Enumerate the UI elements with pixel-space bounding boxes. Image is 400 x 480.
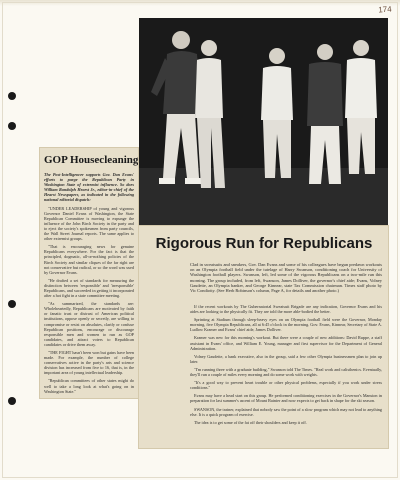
article-paragraph: Kramer was new for this morning's workout. But there were a couple of new additions: David Ruppe, a staff assistant in Evans' office, and William E. Young, manager and first supervisor for the Department of General Administration.	[190, 335, 382, 351]
article-paragraph: Sprinting at Stadium through sleep-heavy eyes on an Olympia football field were the Governor, Monday morning, five Olympia Republicans, all at 6:45 o'clock in the morning. Gov. Evans, Kinnear, Secretary of State A. Ludlow Kramer and Evans' chief aide, James Dolliver.	[190, 317, 382, 333]
binder-hole-3	[8, 300, 16, 308]
editorial-paragraph: "That is encouraging news for genuine Republicans everywhere. For the fact is that the principled, dogmatic, all-or-nothing policies of the Birch Society and similar cliques of the far right are not conservative but radical, or so the word was used by Governor Evans.	[44, 244, 134, 275]
editorial-paragraph: "He drafted a set of standards for measuring the distinction between 'responsible' and 'irresponsible' Republicans, and succeeded in getting it incorporated after a hot fight in a state committee meeting.	[44, 277, 134, 299]
runners-illustration	[139, 18, 388, 226]
binder-hole-1	[8, 92, 16, 100]
news-photo-runners	[139, 18, 388, 226]
photo-caption: Clad in sweatsuits and sneakers, Gov. Dan Evans and some of his colleagues have begun predawn workouts on an Olympia football field under the tutelage of Harry Swanson, conditioning coach for University of Washington football players. Swanson, left, led some of the vigorous Republicans on a two-mile run this morning. The group included, from left, Swanson, James Dolliver, the governor's chief aide; Evans, Volney Gaudette, an Olympia banker, and George Kinnear, state Tax Commission chairman. Times staff photo by Vic Condiotty. (See Herb Robinson's column, Page A, for details and another photo.)	[190, 262, 382, 294]
article-paragraph: The idea is to get some of the fat off their shoulders and keep it off.	[194, 419, 307, 425]
article-body	[190, 304, 382, 444]
editorial-intro: The Post-Intelligencer supports Gov. Dan Evans' efforts to purge the Republican Party in Washington State of extremist influence. So does William Randolph Hearst Jr., editor-in-chief of the Hearst Newspapers, as indicated in the following national editorial dispatch:	[44, 172, 134, 203]
binder-hole-4	[8, 397, 16, 405]
article-paragraph: SWANSON, the trainer, explained that nobody saw the point of a slow program which may not lead to anything else. It is a quick program of exercise.	[190, 406, 382, 417]
editorial-paragraph: "UNDER LEADERSHIP of young and vigorous Governor Daniel Evans of Washington, the State Republican Committee is moving to expunge the influence of the John Birch Society in the party and to eject the society's spokesmen from party councils, the Wall Street Journal reports. The same applies to other extremist groups.	[44, 205, 134, 242]
article-paragraph: "It's a good way to prevent heart trouble or other physical problems, especially if you work under stress conditions."	[190, 380, 382, 391]
editorial-body	[44, 172, 134, 394]
page-top-shadow	[0, 0, 400, 6]
article-headline: Rigorous Run for Republicans	[155, 235, 373, 252]
binder-hole-2	[8, 122, 16, 130]
editorial-paragraph: "As summarized, the standards are: Wholeheartedly, Republicans are motivated by faith or fanatic trust or distrust of American political institutions, oppose openly or secretly, are willing to compromise or resist on absolutes, clarify or confuse Republican positions, encourage or discourage responsible men and women to run as GOP candidates, and attract voters to Republican candidates or drive them away.	[44, 301, 134, 347]
editorial-heading: GOP Housecleaning	[44, 154, 138, 166]
editorial-paragraph: "Republican committees of other states might do well to take a long look at what's going on in Washington State."	[44, 378, 134, 394]
page-number: 174	[377, 4, 392, 15]
editorial-paragraph: "THE FIGHT hasn't been won but gains have been made. For example, the number of college conservatives active in the party's arts and science division has increased from five to 16, that is, in the important area of young intellectual leadership.	[44, 350, 134, 376]
article-paragraph: If the recent workouts by The Gubernatorial Sweatsuit Brigade are any indication, Governor Evans and his aides are looking to the physically fit. They are told the more able-bodied the better.	[190, 304, 382, 315]
article-paragraph: Volney Gaudette, a bank executive, also in the group, said a few other Olympia businessmen plan to join up later.	[190, 353, 382, 364]
article-paragraph: Evans may have a head start on this group. He performed conditioning exercises in the Governor's Mansion in preparation for last summer's ascent of Mount Rainier and now expects to get back in shape for the ski season.	[190, 393, 382, 404]
article-paragraph: "I'm running three with a graduate building," Swanson told The Times. "Real work and calisthenics. Eventually, they'll run a couple of miles every morning and do some work with weights.	[190, 366, 382, 378]
